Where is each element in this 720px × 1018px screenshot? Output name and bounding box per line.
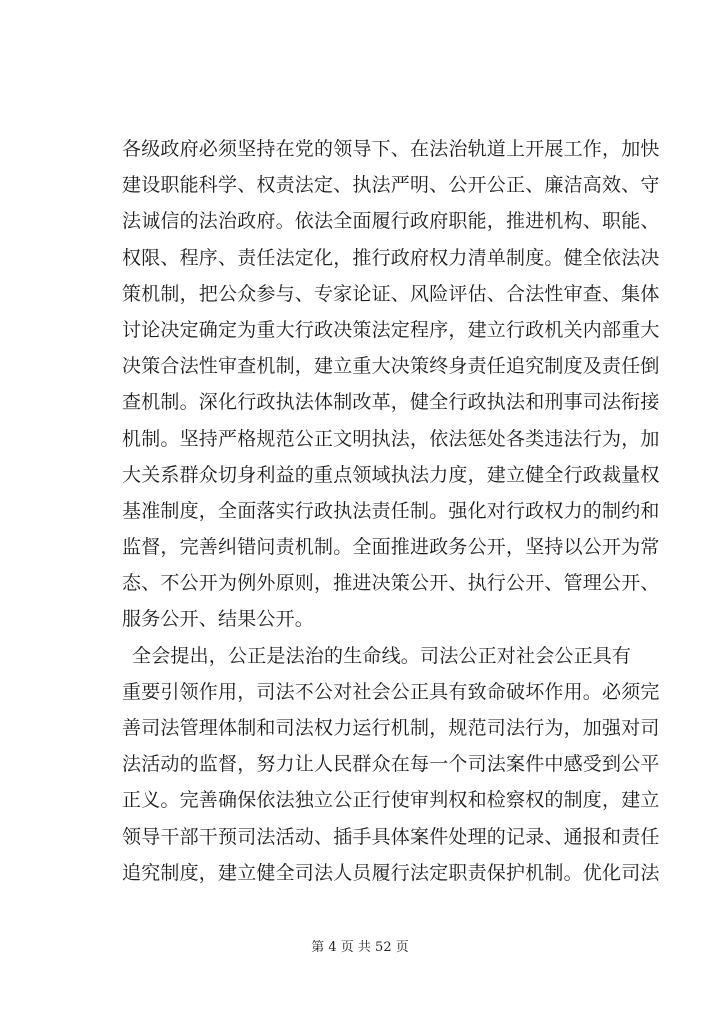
text-line: 服务公开、结果公开。: [122, 608, 315, 631]
text-line: 正义。完善确保依法独立公正行使审判权和检察权的制度，建立: [122, 789, 660, 812]
text-line: 讨论决定确定为重大行政决策法定程序，建立行政机关内部重大: [122, 318, 660, 341]
text-line: 重要引领作用，司法不公对社会公正具有致命破坏作用。必须完: [122, 680, 660, 703]
text-line: 态、不公开为例外原则，推进决策公开、执行公开、管理公开、: [122, 572, 660, 595]
page-number-footer: 第 4 页 共 52 页: [311, 940, 409, 955]
paragraph-start-line: 全会提出，公正是法治的生命线。司法公正对社会公正具有: [132, 644, 632, 667]
body-text: [122, 131, 660, 891]
text-line: 善司法管理体制和司法权力运行机制，规范司法行为，加强对司: [122, 717, 660, 739]
text-line: 法活动的监督，努力让人民群众在每一个司法案件中感受到公平: [122, 753, 660, 776]
text-line: 权限、程序、责任法定化，推行政府权力清单制度。健全依法决: [122, 246, 660, 269]
text-line: 各级政府必须坚持在党的领导下、在法治轨道上开展工作，加快: [122, 138, 660, 160]
text-line: 大关系群众切身利益的重点领域执法力度，建立健全行政裁量权: [122, 463, 660, 486]
text-line: 策机制，把公众参与、专家论证、风险评估、合法性审查、集体: [122, 282, 660, 305]
text-line: 建设职能科学、权责法定、执法严明、公开公正、廉洁高效、守: [122, 174, 660, 197]
text-line: 领导干部干预司法活动、插手具体案件处理的记录、通报和责任: [122, 825, 660, 848]
text-line: 法诚信的法治政府。依法全面履行政府职能，推进机构、职能、: [122, 210, 660, 233]
text-line: 基准制度，全面落实行政执法责任制。强化对行政权力的制约和: [122, 499, 660, 522]
text-line: 追究制度，建立健全司法人员履行法定职责保护机制。优化司法: [122, 861, 660, 884]
text-line: 机制。坚持严格规范公正文明执法，依法惩处各类违法行为，加: [122, 427, 660, 450]
text-line: 决策合法性审查机制，建立重大决策终身责任追究制度及责任倒: [122, 355, 660, 378]
text-line: 查机制。深化行政执法体制改革，健全行政执法和刑事司法衔接: [122, 391, 660, 414]
text-line: 监督，完善纠错问责机制。全面推进政务公开，坚持以公开为常: [122, 536, 660, 559]
